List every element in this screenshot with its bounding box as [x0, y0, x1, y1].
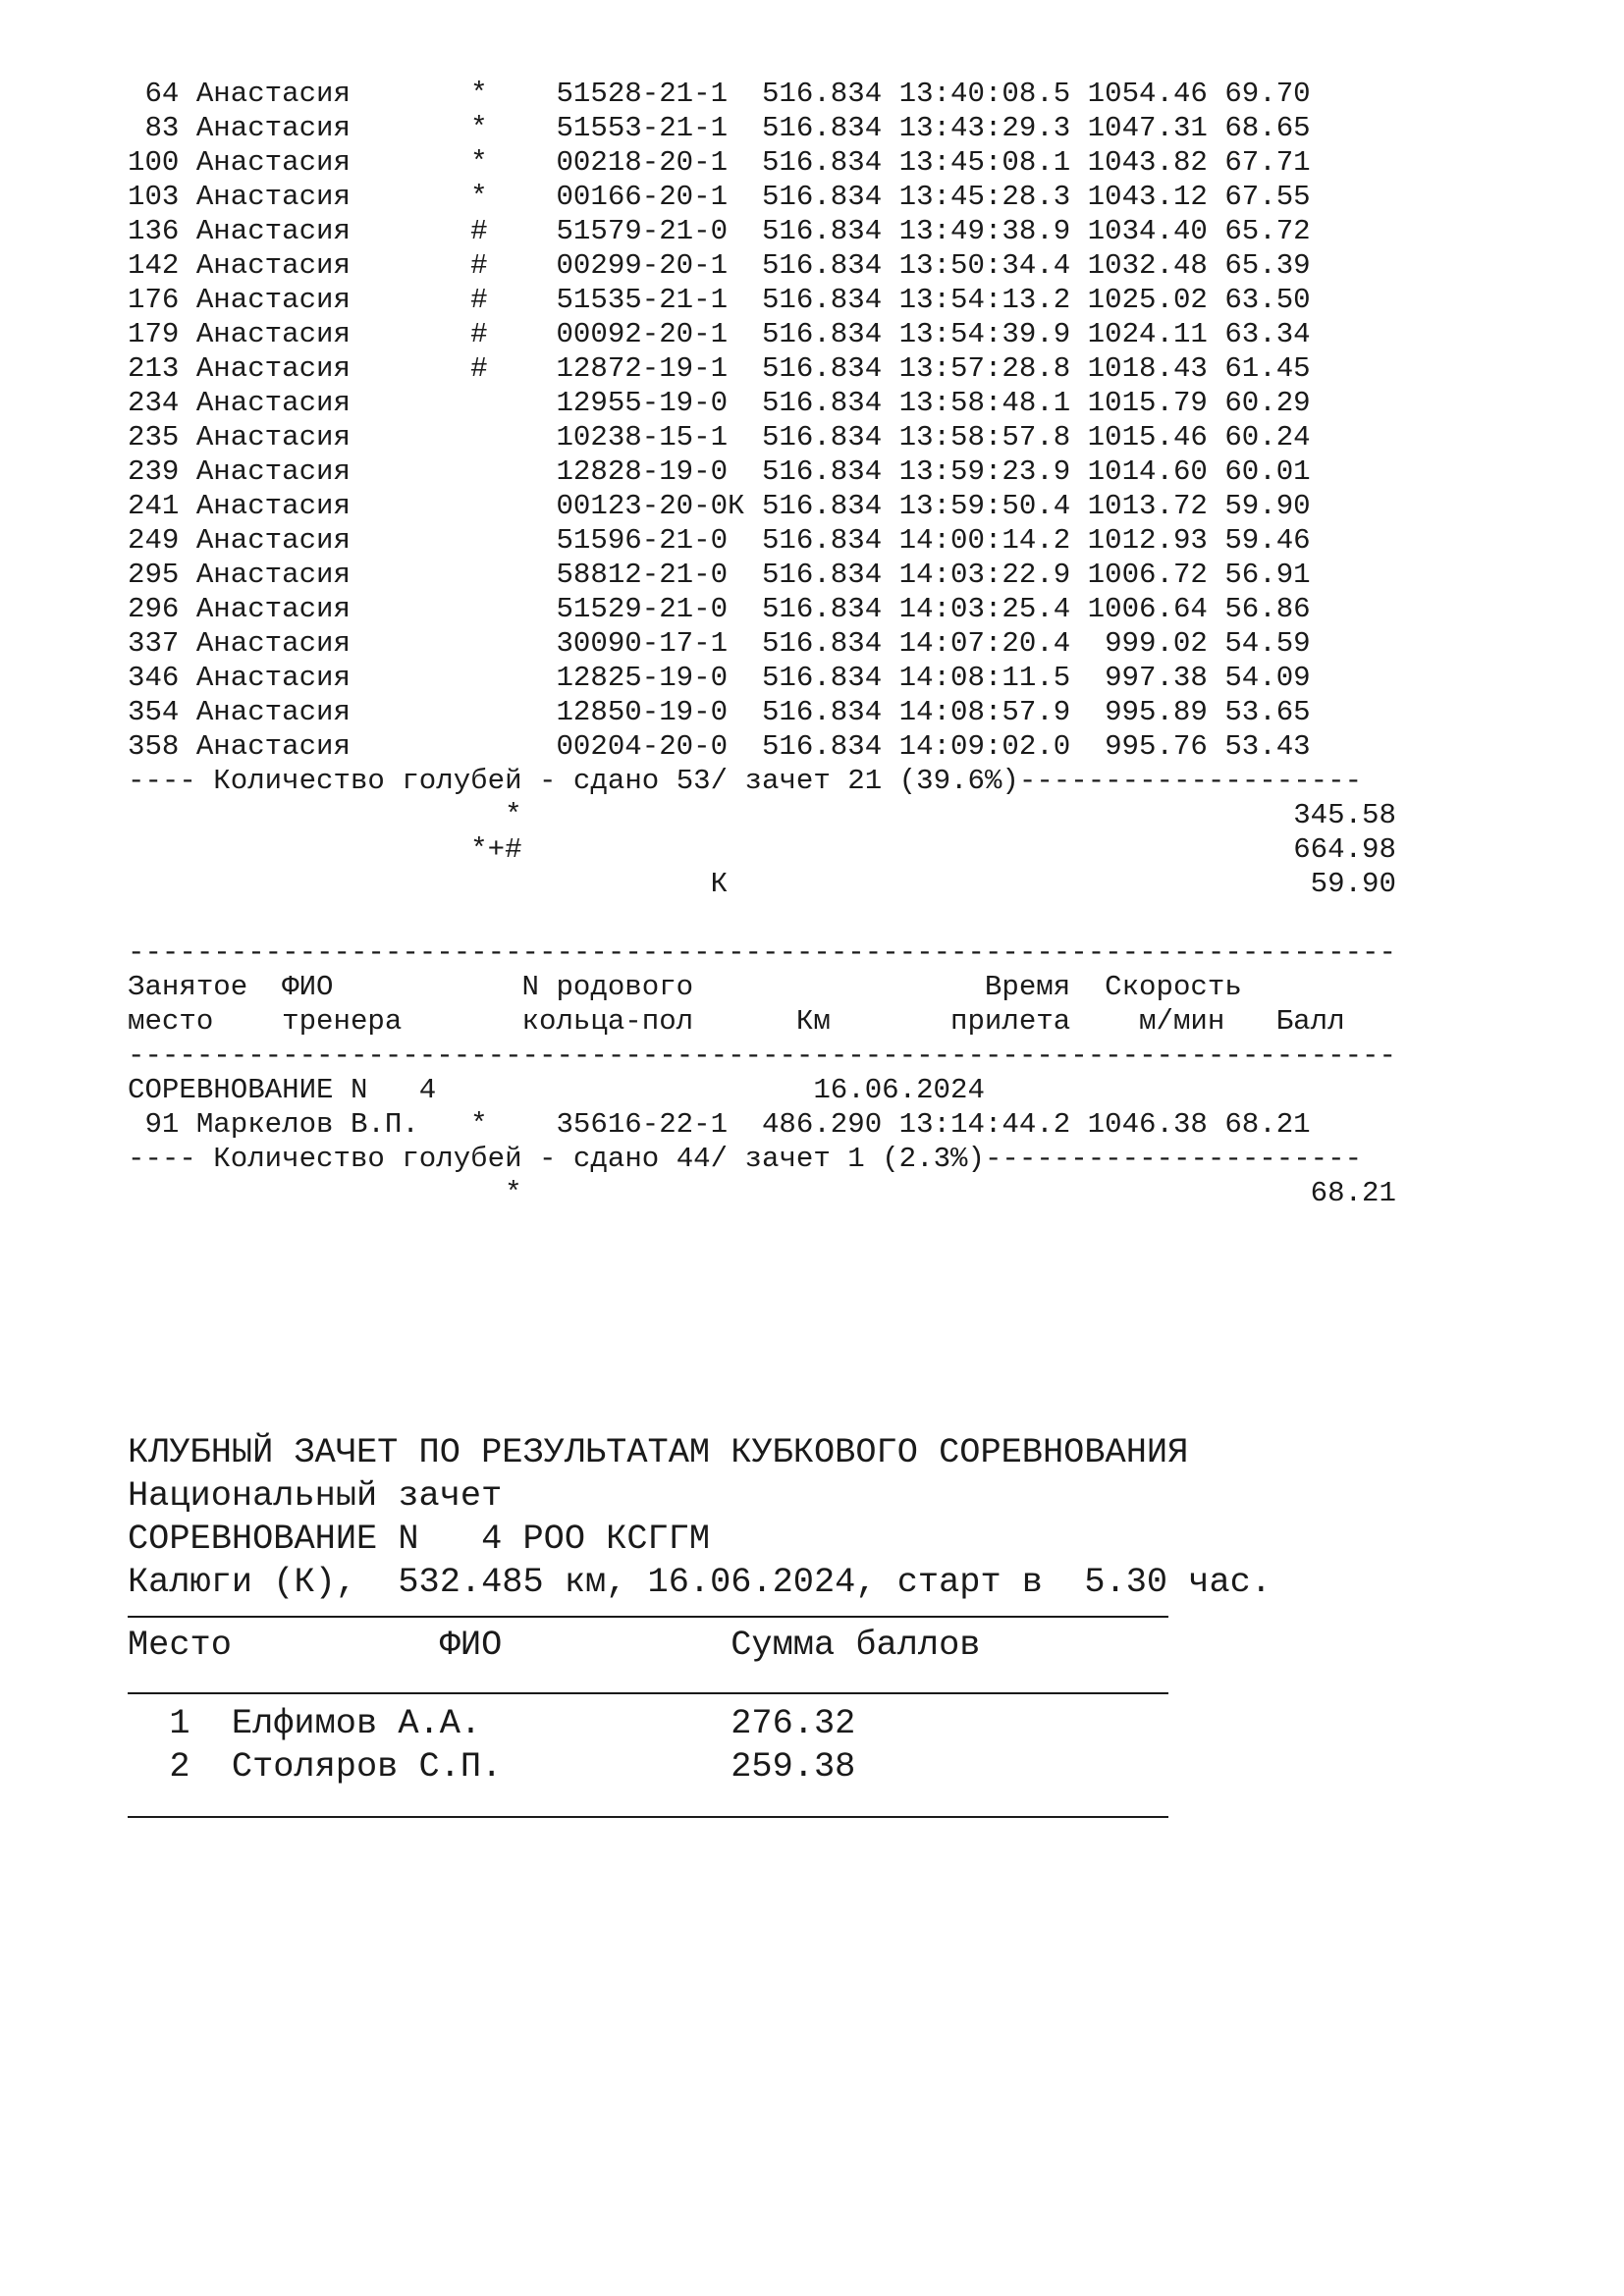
row-km: 516.834 — [761, 662, 883, 694]
row-score: 53.65 — [1224, 696, 1311, 728]
row-place: 136 — [128, 215, 180, 247]
row-time: 13:54:39.9 — [898, 318, 1071, 350]
club-rule-mid — [128, 1692, 1168, 1694]
total-value: 59.90 — [1310, 868, 1396, 900]
header-score: Балл — [1275, 1005, 1345, 1038]
row-ring: 10238-15-1 — [556, 421, 729, 454]
header-speed-2: м/мин — [1139, 1005, 1225, 1038]
row-km: 516.834 — [761, 112, 883, 144]
row-time: 13:57:28.8 — [898, 352, 1071, 385]
row-place: 213 — [128, 352, 180, 385]
club-row-place: 2 — [169, 1747, 190, 1787]
row-name: Анастасия — [195, 318, 351, 350]
row-speed: 1014.60 — [1087, 455, 1208, 488]
row-km: 516.834 — [761, 421, 883, 454]
row-km: 516.834 — [761, 490, 883, 522]
table-row — [128, 317, 1502, 351]
club-row-name: Елфимов А.А. — [231, 1704, 482, 1743]
row-place: 249 — [128, 524, 180, 557]
row-ring: 12955-19-0 — [556, 387, 729, 419]
row-km: 516.834 — [761, 696, 883, 728]
row-speed: 1025.02 — [1087, 284, 1208, 316]
competition-number: 4 — [418, 1074, 437, 1106]
competition-date: 16.06.2024 — [813, 1074, 985, 1106]
row-time: 13:43:29.3 — [898, 112, 1071, 144]
row-score: 54.59 — [1224, 627, 1311, 660]
row-name: Анастасия — [195, 284, 351, 316]
club-header-sum: Сумма баллов — [731, 1626, 981, 1665]
row-ring: 12828-19-0 — [556, 455, 729, 488]
row-place: 100 — [128, 146, 180, 179]
table-row — [128, 420, 1502, 454]
header-bottom-rule: -------------------------------------------------------------------------- — [128, 1040, 1396, 1072]
row-score: 65.39 — [1224, 249, 1311, 282]
table-header-row-1 — [128, 970, 1502, 1004]
row-time: 14:08:11.5 — [898, 662, 1071, 694]
row-place: 296 — [128, 593, 180, 625]
row-time: 13:54:13.2 — [898, 284, 1071, 316]
row-name: Анастасия — [195, 352, 351, 385]
row-time: 13:58:48.1 — [898, 387, 1071, 419]
row-place: 142 — [128, 249, 180, 282]
header-km: Км — [795, 1005, 831, 1038]
row-km: 486.290 — [761, 1108, 883, 1141]
club-competition: СОРЕВНОВАНИЕ N 4 РОО КСГГМ — [128, 1520, 711, 1559]
row-km: 516.834 — [761, 78, 883, 110]
header-fio-2: тренера — [282, 1005, 403, 1038]
row-time: 14:08:57.9 — [898, 696, 1071, 728]
row-speed: 1006.72 — [1087, 559, 1208, 591]
row-score: 54.09 — [1224, 662, 1311, 694]
row-speed: 1015.79 — [1087, 387, 1208, 419]
club-row-sum: 259.38 — [731, 1747, 856, 1787]
total-label: * — [505, 1177, 522, 1209]
row-score: 53.43 — [1224, 730, 1311, 763]
total-value: 68.21 — [1310, 1177, 1396, 1209]
table-row — [128, 558, 1502, 592]
table-row — [128, 111, 1502, 145]
row-name: Анастасия — [195, 627, 351, 660]
row-km: 516.834 — [761, 318, 883, 350]
club-header-row — [128, 1624, 1404, 1667]
club-details: Калюги (К), 532.485 км, 16.06.2024, старт в 5.30 час. — [128, 1563, 1272, 1602]
row-speed: 1006.64 — [1087, 593, 1208, 625]
row-score: 59.90 — [1224, 490, 1311, 522]
club-row-place: 1 — [169, 1704, 190, 1743]
row-place: 241 — [128, 490, 180, 522]
club-rule-top — [128, 1616, 1168, 1618]
row-score: 60.01 — [1224, 455, 1311, 488]
row-name: Анастасия — [195, 662, 351, 694]
row-time: 14:09:02.0 — [898, 730, 1071, 763]
total-row — [128, 867, 1502, 901]
club-row-sum: 276.32 — [731, 1704, 856, 1743]
row-km: 516.834 — [761, 146, 883, 179]
table-header-row-2 — [128, 1004, 1502, 1039]
row-ring: 51528-21-1 — [556, 78, 729, 110]
row-place: 295 — [128, 559, 180, 591]
total-row — [128, 1176, 1502, 1210]
row-place: 337 — [128, 627, 180, 660]
row-speed: 1047.31 — [1087, 112, 1208, 144]
table-row — [128, 351, 1502, 386]
row-name: Анастасия — [195, 559, 351, 591]
row-score: 68.65 — [1224, 112, 1311, 144]
row-km: 516.834 — [761, 284, 883, 316]
club-table — [128, 1702, 1404, 1789]
row-time: 14:03:22.9 — [898, 559, 1071, 591]
row-score: 59.46 — [1224, 524, 1311, 557]
club-subtitle: Национальный зачет — [128, 1476, 503, 1516]
table-row — [128, 489, 1502, 523]
row-mark: * — [470, 146, 488, 179]
total-label: * — [505, 799, 522, 831]
row-score: 63.50 — [1224, 284, 1311, 316]
row-mark: * — [470, 181, 488, 213]
row-speed: 1043.12 — [1087, 181, 1208, 213]
row-score: 56.91 — [1224, 559, 1311, 591]
row-name: Анастасия — [195, 112, 351, 144]
header-speed-1: Скорость — [1105, 971, 1242, 1003]
row-mark: # — [470, 352, 488, 385]
total-row — [128, 798, 1502, 832]
total-value: 345.58 — [1293, 799, 1396, 831]
table-row — [128, 283, 1502, 317]
row-speed: 1046.38 — [1087, 1108, 1208, 1141]
row-speed: 1012.93 — [1087, 524, 1208, 557]
table-row — [128, 214, 1502, 248]
row-score: 65.72 — [1224, 215, 1311, 247]
header-place-2: место — [128, 1005, 214, 1038]
table-row — [128, 145, 1502, 180]
results-sheet — [128, 77, 1502, 1210]
row-time: 13:59:50.4 — [898, 490, 1071, 522]
row-time: 13:45:08.1 — [898, 146, 1071, 179]
row-time: 14:07:20.4 — [898, 627, 1071, 660]
row-score: 67.55 — [1224, 181, 1311, 213]
table-row — [128, 1107, 1502, 1142]
row-ring: 00218-20-1 — [556, 146, 729, 179]
row-name: Маркелов В.П. — [195, 1108, 419, 1141]
total-label: *+# — [470, 833, 522, 866]
row-time: 13:49:38.9 — [898, 215, 1071, 247]
row-score: 60.24 — [1224, 421, 1311, 454]
row-name: Анастасия — [195, 730, 351, 763]
row-ring: 00204-20-0 — [556, 730, 729, 763]
row-km: 516.834 — [761, 559, 883, 591]
row-place: 354 — [128, 696, 180, 728]
row-place: 358 — [128, 730, 180, 763]
row-speed: 1043.82 — [1087, 146, 1208, 179]
row-mark: * — [470, 1108, 488, 1141]
row-score: 68.21 — [1224, 1108, 1311, 1141]
row-name: Анастасия — [195, 421, 351, 454]
row-km: 516.834 — [761, 730, 883, 763]
row-speed: 1034.40 — [1087, 215, 1208, 247]
table-row — [128, 386, 1502, 420]
row-km: 516.834 — [761, 181, 883, 213]
row-place: 239 — [128, 455, 180, 488]
row-name: Анастасия — [195, 593, 351, 625]
row-score: 63.34 — [1224, 318, 1311, 350]
row-ring: 51535-21-1 — [556, 284, 729, 316]
row-name: Анастасия — [195, 215, 351, 247]
row-place: 83 — [144, 112, 180, 144]
race-results-table — [128, 77, 1502, 764]
club-row — [128, 1745, 1404, 1789]
header-time-1: Время — [984, 971, 1071, 1003]
row-ring: 30090-17-1 — [556, 627, 729, 660]
row-km: 516.834 — [761, 215, 883, 247]
table-row — [128, 661, 1502, 695]
row-place: 64 — [144, 78, 180, 110]
table-row — [128, 729, 1502, 764]
row-score: 60.29 — [1224, 387, 1311, 419]
row-name: Анастасия — [195, 249, 351, 282]
club-header-fio: ФИО — [439, 1626, 503, 1665]
row-ring: 12850-19-0 — [556, 696, 729, 728]
row-mark: * — [470, 78, 488, 110]
header-place-1: Занятое — [128, 971, 248, 1003]
row-name: Анастасия — [195, 455, 351, 488]
club-title: КЛУБНЫЙ ЗАЧЕТ ПО РЕЗУЛЬТАТАМ КУБКОВОГО СОРЕВНОВАНИЯ — [128, 1433, 1189, 1472]
header-fio-1: ФИО — [282, 971, 334, 1003]
row-km: 516.834 — [761, 593, 883, 625]
row-name: Анастасия — [195, 696, 351, 728]
table-row — [128, 523, 1502, 558]
competition-4-block — [128, 935, 1502, 1210]
total-value: 664.98 — [1293, 833, 1396, 866]
row-name: Анастасия — [195, 181, 351, 213]
row-name: Анастасия — [195, 490, 351, 522]
row-ring: 12872-19-1 — [556, 352, 729, 385]
row-score: 61.45 — [1224, 352, 1311, 385]
header-top-rule: -------------------------------------------------------------------------- — [128, 936, 1396, 969]
row-ring: 00299-20-1 — [556, 249, 729, 282]
table-row — [128, 626, 1502, 661]
row-km: 516.834 — [761, 524, 883, 557]
summary-line: ---- Количество голубей - сдано 44/ зачет 1 (2.3%)---------------------- — [128, 1143, 1363, 1175]
table-row — [128, 180, 1502, 214]
row-mark: # — [470, 318, 488, 350]
row-place: 103 — [128, 181, 180, 213]
row-km: 516.834 — [761, 455, 883, 488]
club-rule-bottom — [128, 1816, 1168, 1818]
total-row — [128, 832, 1502, 867]
row-speed: 1032.48 — [1087, 249, 1208, 282]
totals-block — [128, 798, 1502, 901]
row-ring: 12825-19-0 — [556, 662, 729, 694]
header-time-2: прилета — [950, 1005, 1071, 1038]
row-name: Анастасия — [195, 387, 351, 419]
row-time: 13:59:23.9 — [898, 455, 1071, 488]
club-row-name: Столяров С.П. — [231, 1747, 503, 1787]
competition-label: СОРЕВНОВАНИЕ N — [128, 1074, 368, 1106]
row-mark: * — [470, 112, 488, 144]
header-ring-2: кольца-пол — [521, 1005, 694, 1038]
row-ring: 51529-21-0 — [556, 593, 729, 625]
row-speed: 1024.11 — [1087, 318, 1208, 350]
row-speed: 999.02 — [1105, 627, 1208, 660]
summary-line: ---- Количество голубей - сдано 53/ зачет 21 (39.6%)-------------------- — [128, 765, 1363, 797]
row-ring: 00092-20-1 — [556, 318, 729, 350]
row-place: 176 — [128, 284, 180, 316]
row-mark: # — [470, 284, 488, 316]
row-time: 13:58:57.8 — [898, 421, 1071, 454]
row-time: 13:45:28.3 — [898, 181, 1071, 213]
row-ring: 00166-20-1 — [556, 181, 729, 213]
row-ring: 51579-21-0 — [556, 215, 729, 247]
total-label: К — [710, 868, 729, 900]
row-place: 234 — [128, 387, 180, 419]
table-row — [128, 695, 1502, 729]
row-speed: 995.76 — [1105, 730, 1208, 763]
table-row — [128, 248, 1502, 283]
row-score: 67.71 — [1224, 146, 1311, 179]
row-km: 516.834 — [761, 352, 883, 385]
row-place: 179 — [128, 318, 180, 350]
row-time: 13:40:08.5 — [898, 78, 1071, 110]
row-speed: 1013.72 — [1087, 490, 1208, 522]
row-speed: 1054.46 — [1087, 78, 1208, 110]
row-time: 14:03:25.4 — [898, 593, 1071, 625]
row-speed: 997.38 — [1105, 662, 1208, 694]
row-place: 346 — [128, 662, 180, 694]
club-results — [128, 1431, 1404, 1818]
row-time: 13:14:44.2 — [898, 1108, 1071, 1141]
row-speed: 1018.43 — [1087, 352, 1208, 385]
row-km: 516.834 — [761, 387, 883, 419]
row-ring: 00123-20-0К — [556, 490, 745, 522]
row-name: Анастасия — [195, 78, 351, 110]
row-mark: # — [470, 249, 488, 282]
row-score: 69.70 — [1224, 78, 1311, 110]
club-header-place: Место — [128, 1626, 232, 1665]
row-place: 91 — [144, 1108, 180, 1141]
competition-title-row — [128, 1073, 1502, 1107]
row-name: Анастасия — [195, 146, 351, 179]
row-speed: 995.89 — [1105, 696, 1208, 728]
row-ring: 51553-21-1 — [556, 112, 729, 144]
table-row — [128, 77, 1502, 111]
row-km: 516.834 — [761, 249, 883, 282]
row-mark: # — [470, 215, 488, 247]
row-place: 235 — [128, 421, 180, 454]
row-time: 14:00:14.2 — [898, 524, 1071, 557]
row-time: 13:50:34.4 — [898, 249, 1071, 282]
header-ring-1: N родового — [521, 971, 694, 1003]
row-ring: 51596-21-0 — [556, 524, 729, 557]
table-row — [128, 592, 1502, 626]
row-score: 56.86 — [1224, 593, 1311, 625]
club-row — [128, 1702, 1404, 1745]
row-ring: 35616-22-1 — [556, 1108, 729, 1141]
row-speed: 1015.46 — [1087, 421, 1208, 454]
table-row — [128, 454, 1502, 489]
row-km: 516.834 — [761, 627, 883, 660]
row-name: Анастасия — [195, 524, 351, 557]
row-ring: 58812-21-0 — [556, 559, 729, 591]
